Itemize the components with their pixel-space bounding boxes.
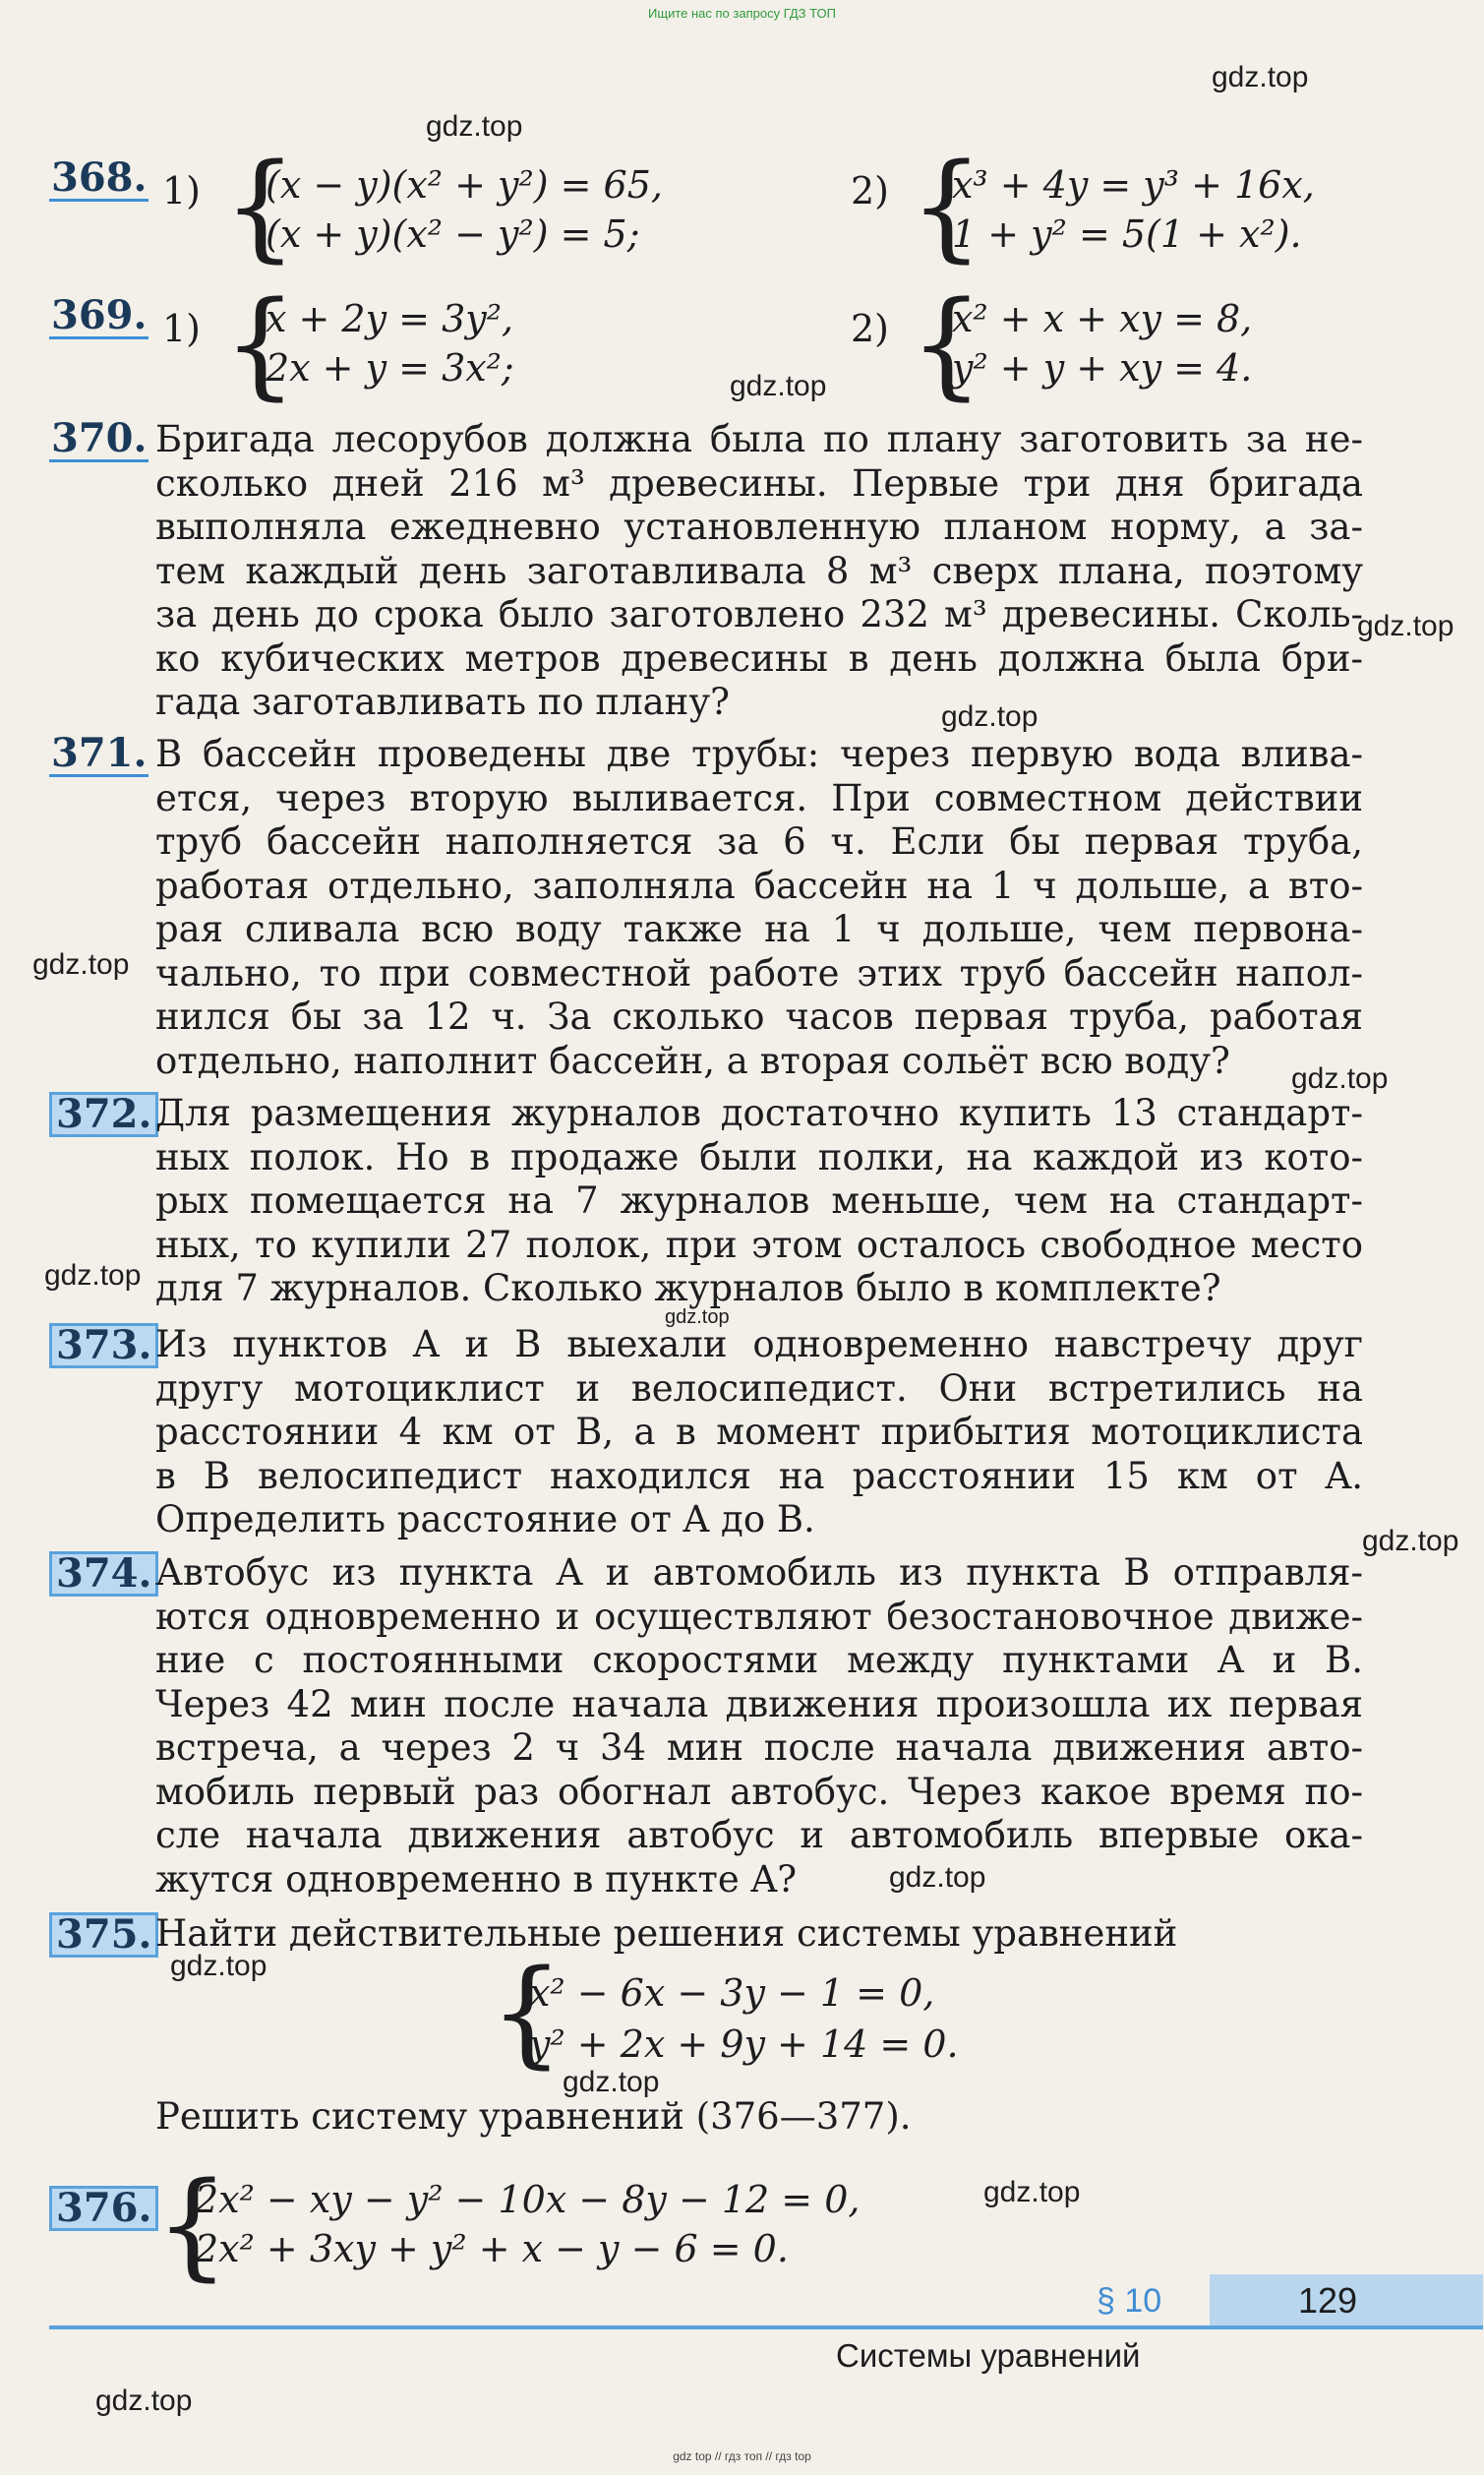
problem-text	[155, 1092, 1363, 1311]
equation-system	[490, 1944, 1178, 2080]
text-line: Определить расстояние от A до B.	[155, 1498, 815, 1540]
watermark: gdz.top	[32, 948, 130, 981]
text-line: рых помещается на 7 журналов меньше, чем на стандарт-	[155, 1179, 1363, 1222]
problem-number: 369.	[51, 292, 148, 338]
watermark: gdz.top	[1291, 1062, 1389, 1095]
problem-number: 374.	[49, 1551, 158, 1597]
text-line: отдельно, наполнит бассейн, а вторая сольёт всю воду?	[155, 1039, 1230, 1082]
left-brace: {	[910, 138, 984, 273]
problem-372	[49, 1092, 1367, 1318]
left-brace: {	[155, 2156, 230, 2292]
equation: (x + y)(x² − y²) = 5;	[266, 212, 640, 256]
equation: x² + x + xy = 8,	[952, 297, 1253, 340]
top-search-note: Ищите нас по запросу ГДЗ ТОП	[648, 6, 836, 21]
problem-text	[155, 1912, 1363, 1957]
text-line: ко кубических метров древесины в день должна была бри-	[155, 636, 1363, 680]
text-line: сколько дней 216 м³ древесины. Первые три дня бригада	[155, 461, 1363, 505]
text-line: ется, через вторую выливается. При совместном действии	[155, 776, 1363, 819]
watermark: gdz.top	[426, 110, 523, 143]
equation: x² − 6x − 3y − 1 = 0,	[529, 1971, 935, 2015]
footer-rule	[49, 2325, 1483, 2329]
watermark: gdz.top	[44, 1259, 142, 1292]
watermark: gdz.top	[1212, 61, 1309, 93]
text-line: чально, то при совместной работе этих труб бассейн напол-	[155, 951, 1363, 995]
text-line: жутся одновременно в пункте A?	[155, 1857, 798, 1901]
section-label: § 10	[1097, 2282, 1162, 2320]
text-line: труб бассейн наполняется за 6 ч. Если бы первая труба,	[155, 820, 1363, 863]
text-line: Для размещения журналов достаточно купить 13 стандарт-	[155, 1092, 1363, 1134]
watermark: gdz.top	[170, 1950, 267, 1982]
problem-368	[49, 138, 1367, 273]
problem-text	[155, 418, 1363, 725]
problem-370	[49, 415, 1367, 733]
watermark: gdz.top	[983, 2176, 1081, 2208]
equation: y² + y + xy = 4.	[952, 346, 1253, 390]
problem-text	[155, 1551, 1363, 1902]
watermark: gdz.top	[1357, 610, 1454, 642]
watermark: gdz.top	[730, 370, 827, 402]
text-line: работая отдельно, заполняла бассейн на 1 ч дольше, а вто-	[155, 864, 1363, 907]
text-line: встреча, а через 2 ч 34 мин после начала движения авто-	[155, 1726, 1363, 1769]
text-line: рая сливала всю воду также на 1 ч дольше, чем первона-	[155, 908, 1363, 950]
equation-system	[162, 138, 1342, 273]
text-line: Автобус из пункта A и автомобиль из пункта B отправля-	[155, 1551, 1363, 1594]
text-line: ных полок. Но в продаже были полки, на каждой из кото-	[155, 1135, 1363, 1178]
text-line: Бригада лесорубов должна была по плану заготовить за не-	[155, 418, 1363, 460]
problem-375	[49, 1912, 1367, 2089]
left-brace: {	[910, 275, 984, 411]
problem-369	[49, 275, 1367, 411]
equation: x + 2y = 3y²,	[266, 297, 514, 340]
text-line: нился бы за 12 ч. За сколько часов первая труба, работая	[155, 996, 1363, 1038]
equation: 2x² − xy − y² − 10x − 8y − 12 = 0,	[195, 2178, 861, 2221]
text-line: другу мотоциклист и велосипедист. Они встретились на	[155, 1366, 1363, 1410]
text-line: В бассейн проведены две трубы: через первую вода влива-	[155, 733, 1363, 775]
text-line: Через 42 мин после начала движения произошла их первая	[155, 1682, 1363, 1725]
equation: 1 + y² = 5(1 + x²).	[952, 212, 1302, 256]
text-line: гада заготавливать по плану?	[155, 681, 730, 723]
part-label: 1)	[162, 169, 202, 212]
problem-number: 372.	[49, 1092, 158, 1137]
problem-text	[155, 1323, 1363, 1542]
problem-374	[49, 1551, 1367, 1905]
chapter-title: Системы уравнений	[836, 2337, 1141, 2374]
page-number: 129	[1298, 2280, 1358, 2321]
text-line: Из пунктов A и B выехали одновременно навстречу друг	[155, 1323, 1363, 1365]
bottom-note: gdz top // гдз топ // гдз top	[673, 2449, 811, 2463]
watermark: gdz.top	[665, 1306, 730, 1328]
left-brace: {	[490, 1944, 564, 2080]
part-label: 1)	[162, 307, 202, 350]
text-line: выполняла ежедневно установленную планом норму, а за-	[155, 506, 1363, 548]
problem-number: 376.	[49, 2186, 158, 2231]
task-instruction: Решить систему уравнений (376—377).	[155, 2095, 912, 2138]
text-line: за день до срока было заготовлено 232 м³ древесины. Сколь-	[155, 593, 1363, 635]
text-line: ются одновременно и осуществляют безостановочное движе-	[155, 1595, 1363, 1638]
watermark: gdz.top	[941, 700, 1039, 733]
problem-number: 368.	[51, 154, 148, 201]
equation: 2x² + 3xy + y² + x − y − 6 = 0.	[195, 2227, 789, 2270]
text-line: в B велосипедист находился на расстоянии 15 км от A.	[155, 1454, 1363, 1497]
problem-376	[49, 2156, 1367, 2292]
equation-system	[162, 275, 1342, 411]
watermark: gdz.top	[889, 1861, 986, 1894]
problem-number: 370.	[51, 415, 148, 461]
equation: (x − y)(x² + y²) = 65,	[266, 163, 663, 207]
text-line: для 7 журналов. Сколько журналов было в комплекте?	[155, 1267, 1221, 1309]
equation: y² + 2x + 9y + 14 = 0.	[529, 2022, 959, 2066]
left-brace: {	[223, 275, 298, 411]
watermark: gdz.top	[95, 2384, 193, 2417]
part-label: 2)	[851, 307, 890, 350]
text-line: расстоянии 4 км от B, а в момент прибытия мотоциклиста	[155, 1411, 1363, 1453]
problem-number: 375.	[49, 1912, 158, 1958]
text-line: сле начала движения автобус и автомобиль впервые ока-	[155, 1814, 1363, 1856]
problem-number: 373.	[49, 1323, 158, 1368]
equation: x³ + 4y = y³ + 16x,	[952, 163, 1315, 207]
left-brace: {	[223, 138, 298, 273]
problem-number: 371.	[51, 730, 148, 776]
part-label: 2)	[851, 169, 890, 212]
watermark: gdz.top	[563, 2066, 660, 2098]
problem-373	[49, 1323, 1367, 1549]
equation: 2x + y = 3x²;	[266, 346, 514, 390]
text-line: тем каждый день заготавливала 8 м³ сверх плана, поэтому	[155, 549, 1363, 592]
text-line: ных, то купили 27 полок, при этом осталось свободное место	[155, 1223, 1363, 1266]
problem-371	[49, 730, 1367, 1087]
text-line: мобиль первый раз обогнал автобус. Через какое время по-	[155, 1770, 1363, 1813]
text-line: Найти действительные решения системы уравнений	[155, 1912, 1178, 1955]
equation-system	[155, 2156, 1139, 2292]
text-line: ние с постоянными скоростями между пунктами A и B.	[155, 1639, 1363, 1681]
watermark: gdz.top	[1362, 1525, 1459, 1557]
problem-text	[155, 733, 1363, 1083]
